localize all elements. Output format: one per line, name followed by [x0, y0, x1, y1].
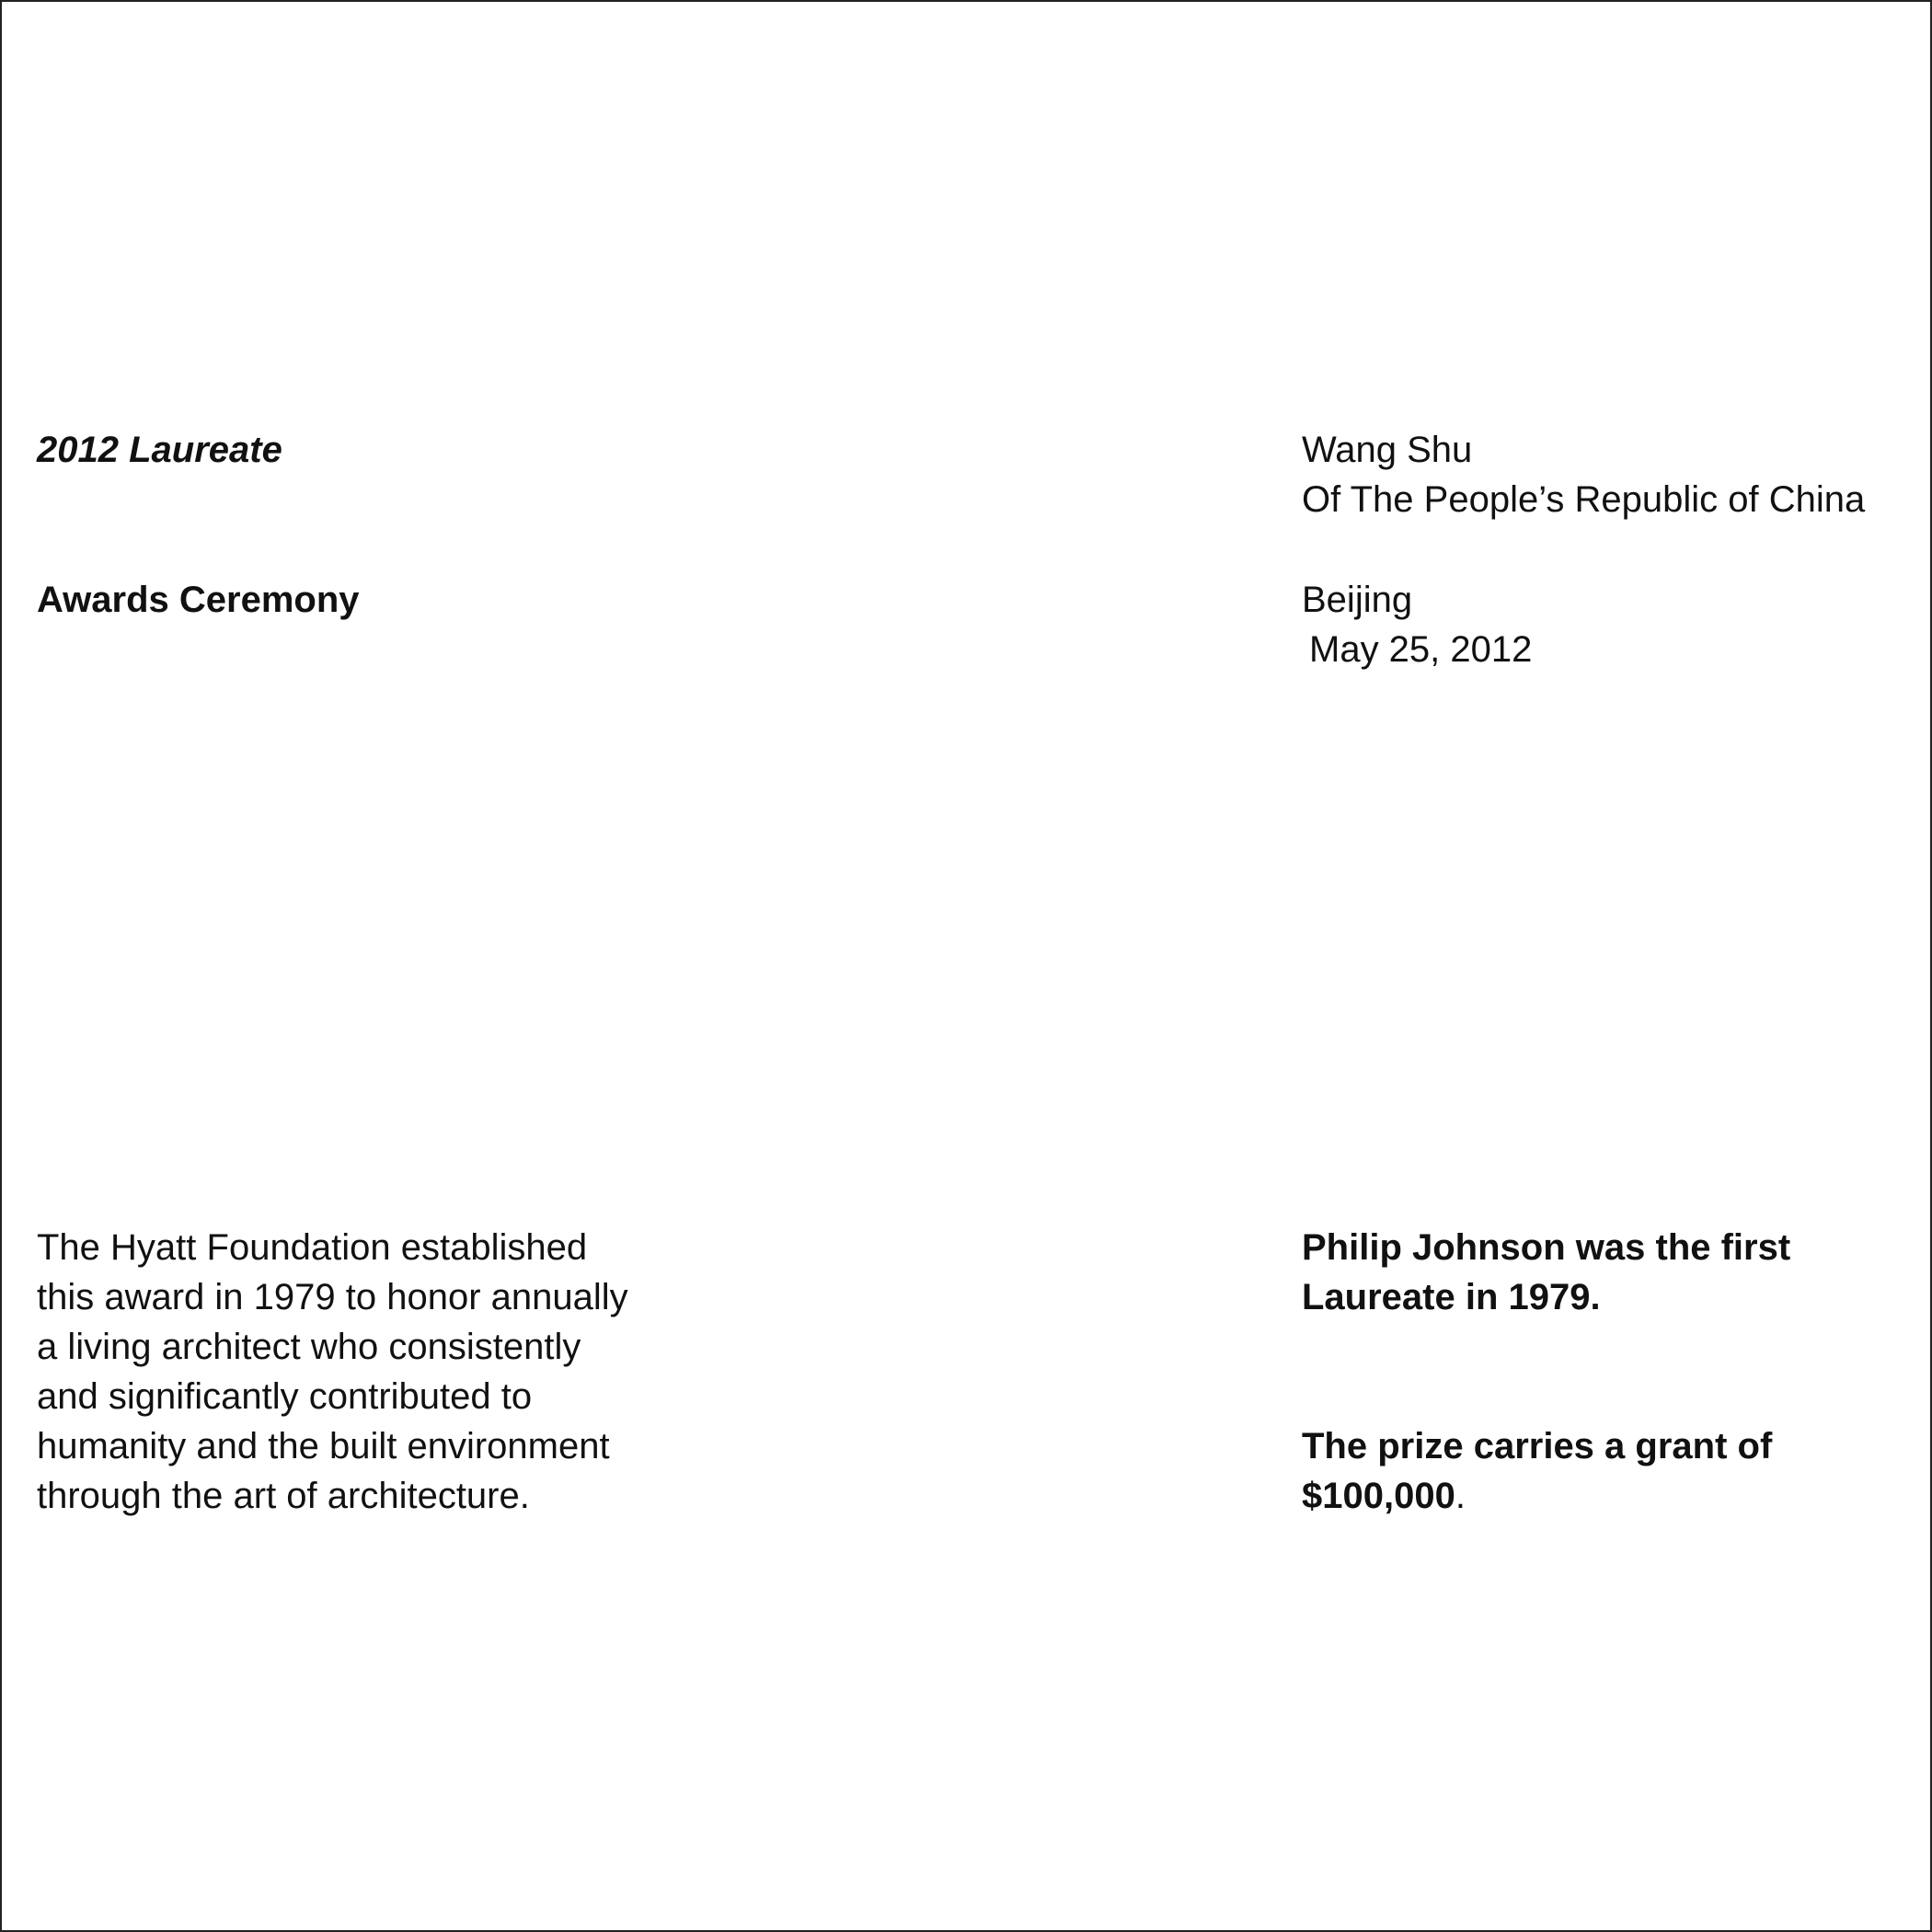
ceremony-city: Beijing — [1302, 580, 1413, 620]
first-laureate-line: Philip Johnson was the first — [1302, 1227, 1791, 1268]
first-laureate-line: Laureate in 1979. — [1302, 1277, 1601, 1317]
grant-amount: $100,000 — [1302, 1476, 1455, 1516]
grant-fact — [1302, 1421, 1772, 1521]
about-line: The Hyatt Foundation established — [37, 1227, 588, 1268]
about-paragraph — [37, 1223, 628, 1521]
about-line: and significantly contributed to — [37, 1376, 533, 1417]
ceremony-date: May 25, 2012 — [1309, 629, 1533, 670]
grant-line: The prize carries a grant of — [1302, 1426, 1773, 1466]
laureate-country: Of The People’s Republic of China — [1302, 479, 1866, 520]
first-laureate-fact — [1302, 1223, 1790, 1322]
about-line: through the art of architecture. — [37, 1476, 530, 1516]
laureate-info — [1302, 425, 1865, 524]
about-line: humanity and the built environment — [37, 1426, 610, 1466]
grant-suffix: . — [1455, 1476, 1466, 1516]
laureate-label: 2012 Laureate — [37, 430, 282, 470]
ceremony-info — [1302, 575, 1532, 674]
about-line: this award in 1979 to honor annually — [37, 1277, 628, 1317]
laureate-name: Wang Shu — [1302, 430, 1473, 470]
about-line: a living architect who consistently — [37, 1327, 581, 1367]
ceremony-label: Awards Ceremony — [37, 580, 360, 620]
